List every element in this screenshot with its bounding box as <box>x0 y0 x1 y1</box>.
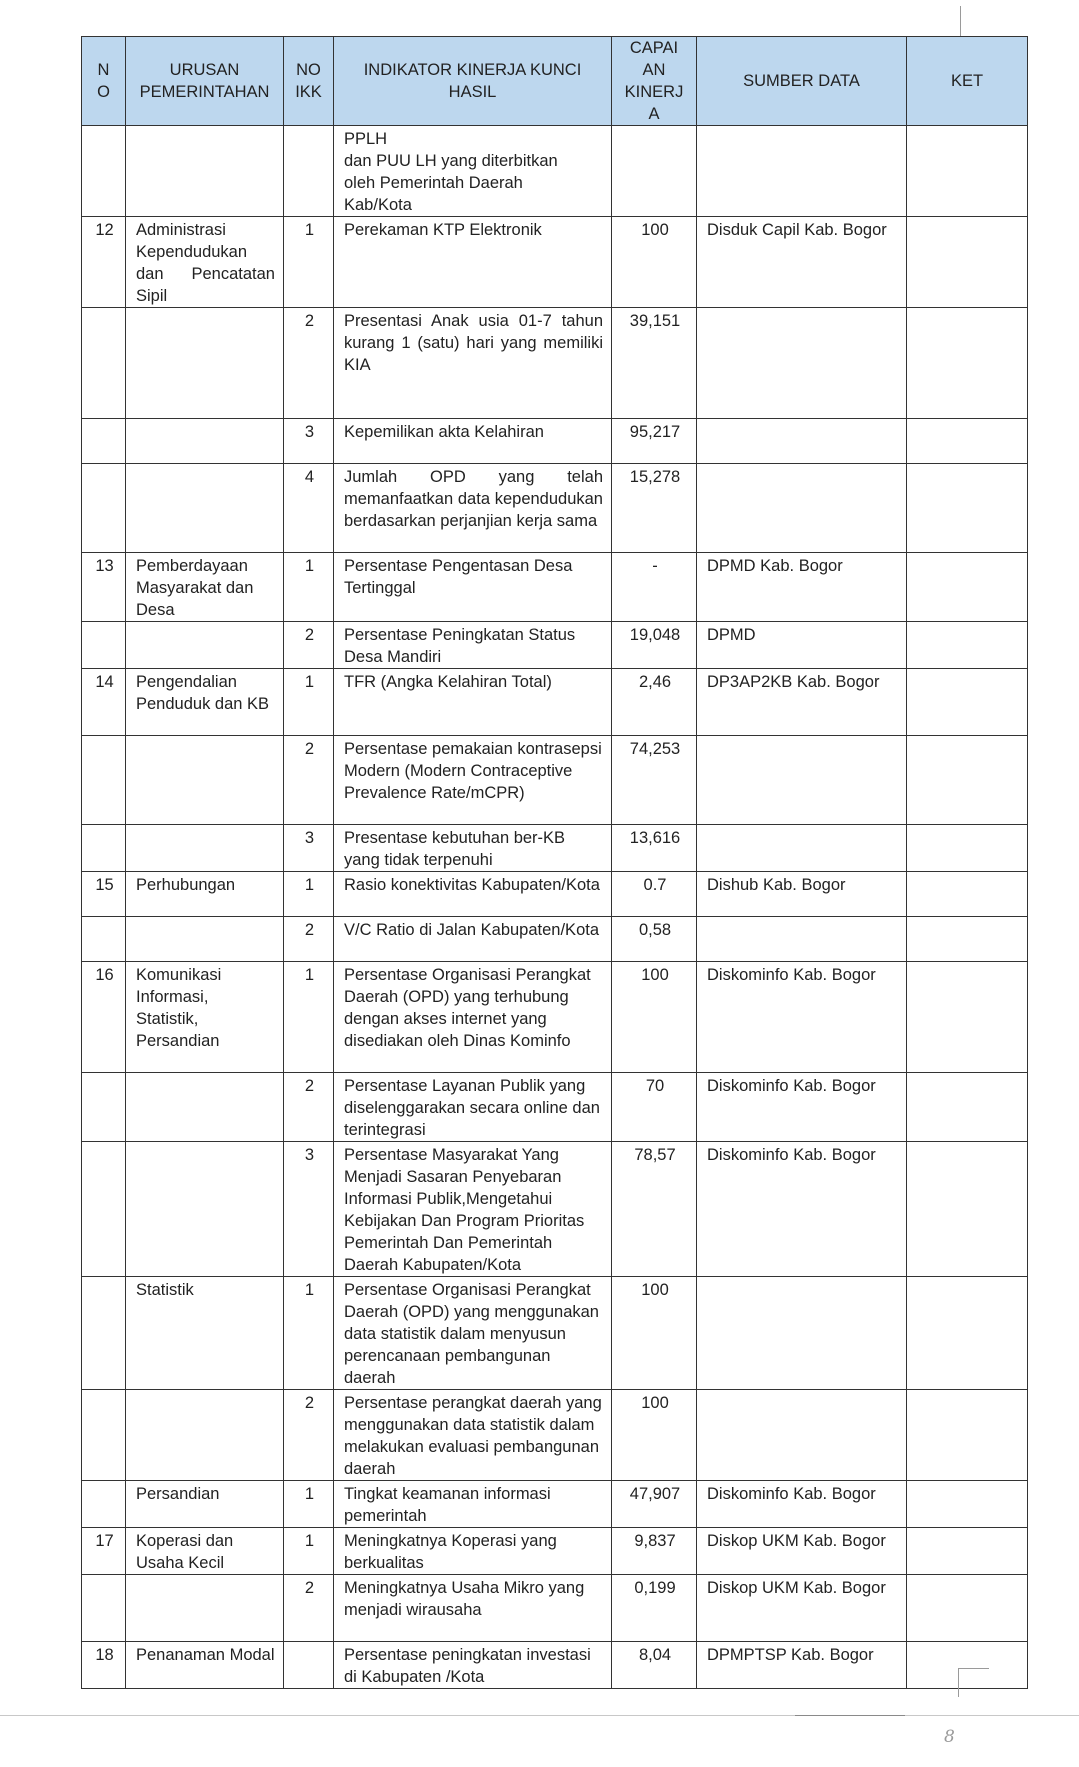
urusan-cell <box>126 1073 284 1142</box>
sumber-data-cell: Diskominfo Kab. Bogor <box>697 1073 907 1142</box>
no-ikk-cell: 3 <box>284 825 334 872</box>
row-no <box>82 1481 126 1528</box>
no-ikk-cell: 1 <box>284 669 334 736</box>
capaian-cell: 100 <box>612 962 697 1073</box>
row-no: 13 <box>82 553 126 622</box>
capaian-cell: 78,57 <box>612 1142 697 1277</box>
urusan-cell <box>126 308 284 419</box>
capaian-cell: 19,048 <box>612 622 697 669</box>
footer-rule-accent <box>795 1715 905 1716</box>
row-no <box>82 1142 126 1277</box>
sumber-data-cell: Dishub Kab. Bogor <box>697 872 907 917</box>
urusan-cell <box>126 622 284 669</box>
indikator-cell: Presentasi Anak usia 01-7 tahun kurang 1 (satu) hari yang memiliki KIA <box>334 308 612 419</box>
capaian-cell: 100 <box>612 217 697 308</box>
sumber-data-cell: DPMD Kab. Bogor <box>697 553 907 622</box>
header-indikator: INDIKATOR KINERJA KUNCI HASIL <box>334 37 612 126</box>
ket-cell <box>907 622 1028 669</box>
sumber-data-cell: Diskominfo Kab. Bogor <box>697 962 907 1073</box>
table-row <box>82 736 1028 825</box>
table-row <box>82 962 1028 1073</box>
table-row <box>82 669 1028 736</box>
indikator-cell: Persentase Layanan Publik yang diselenggarakan secara online dan terintegrasi <box>334 1073 612 1142</box>
ket-cell <box>907 1277 1028 1390</box>
urusan-cell <box>126 419 284 464</box>
no-ikk-cell: 2 <box>284 1390 334 1481</box>
row-no <box>82 419 126 464</box>
urusan-cell: Administrasi Kependudukan dan Pencatatan Sipil <box>126 217 284 308</box>
no-ikk-cell: 2 <box>284 1575 334 1642</box>
ket-cell <box>907 669 1028 736</box>
row-no <box>82 825 126 872</box>
row-no <box>82 1073 126 1142</box>
capaian-cell: 47,907 <box>612 1481 697 1528</box>
ket-cell <box>907 464 1028 553</box>
row-no <box>82 126 126 217</box>
no-ikk-cell: 1 <box>284 1481 334 1528</box>
indikator-cell: Jumlah OPD yang telah memanfaatkan data kependudukan berdasarkan perjanjian kerja sama <box>334 464 612 553</box>
urusan-cell: Pemberdayaan Masyarakat dan Desa <box>126 553 284 622</box>
indikator-cell: Tingkat keamanan informasi pemerintah <box>334 1481 612 1528</box>
urusan-cell <box>126 126 284 217</box>
table-row <box>82 1642 1028 1689</box>
table-row <box>82 217 1028 308</box>
sumber-data-cell <box>697 126 907 217</box>
ket-cell <box>907 217 1028 308</box>
ket-cell <box>907 736 1028 825</box>
row-no <box>82 1575 126 1642</box>
no-ikk-cell: 1 <box>284 1277 334 1390</box>
sumber-data-cell: Diskominfo Kab. Bogor <box>697 1481 907 1528</box>
indikator-cell: Persentase perangkat daerah yang menggunakan data statistik dalam melakukan evaluasi pembangunan daerah <box>334 1390 612 1481</box>
indikator-cell: V/C Ratio di Jalan Kabupaten/Kota <box>334 917 612 962</box>
capaian-cell: 39,151 <box>612 308 697 419</box>
row-no <box>82 622 126 669</box>
indikator-cell: Perekaman KTP Elektronik <box>334 217 612 308</box>
ket-cell <box>907 126 1028 217</box>
sumber-data-cell: Disduk Capil Kab. Bogor <box>697 217 907 308</box>
capaian-cell: 70 <box>612 1073 697 1142</box>
sumber-data-cell: Diskominfo Kab. Bogor <box>697 1142 907 1277</box>
table-row <box>82 419 1028 464</box>
table-row <box>82 1528 1028 1575</box>
table-row <box>82 622 1028 669</box>
capaian-cell <box>612 126 697 217</box>
sumber-data-cell: Diskop UKM Kab. Bogor <box>697 1575 907 1642</box>
ket-cell <box>907 1481 1028 1528</box>
indikator-cell: Meningkatnya Koperasi yang berkualitas <box>334 1528 612 1575</box>
ket-cell <box>907 962 1028 1073</box>
table-row <box>82 1481 1028 1528</box>
sumber-data-cell: DPMD <box>697 622 907 669</box>
no-ikk-cell <box>284 126 334 217</box>
ket-cell <box>907 1142 1028 1277</box>
capaian-cell: 9,837 <box>612 1528 697 1575</box>
ket-cell <box>907 872 1028 917</box>
sumber-data-cell <box>697 308 907 419</box>
capaian-cell: 15,278 <box>612 464 697 553</box>
row-no <box>82 464 126 553</box>
no-ikk-cell: 2 <box>284 1073 334 1142</box>
row-no <box>82 1277 126 1390</box>
no-ikk-cell: 2 <box>284 308 334 419</box>
indikator-cell: Rasio konektivitas Kabupaten/Kota <box>334 872 612 917</box>
sumber-data-cell <box>697 736 907 825</box>
indikator-cell: Persentase peningkatan investasi di Kabupaten /Kota <box>334 1642 612 1689</box>
row-no: 15 <box>82 872 126 917</box>
no-ikk-cell: 3 <box>284 419 334 464</box>
urusan-cell <box>126 917 284 962</box>
table-header-row <box>82 37 1028 126</box>
row-no <box>82 917 126 962</box>
sumber-data-cell: DPMPTSP Kab. Bogor <box>697 1642 907 1689</box>
table-row <box>82 917 1028 962</box>
table-row <box>82 464 1028 553</box>
capaian-cell: 2,46 <box>612 669 697 736</box>
ket-cell <box>907 553 1028 622</box>
indikator-cell: Kepemilikan akta Kelahiran <box>334 419 612 464</box>
urusan-cell <box>126 464 284 553</box>
urusan-cell: Persandian <box>126 1481 284 1528</box>
table-row <box>82 825 1028 872</box>
capaian-cell: 0.7 <box>612 872 697 917</box>
row-no: 18 <box>82 1642 126 1689</box>
no-ikk-cell: 3 <box>284 1142 334 1277</box>
capaian-cell: 0,58 <box>612 917 697 962</box>
no-ikk-cell: 2 <box>284 736 334 825</box>
ket-cell <box>907 419 1028 464</box>
no-ikk-cell: 2 <box>284 622 334 669</box>
row-no <box>82 1390 126 1481</box>
no-ikk-cell: 1 <box>284 217 334 308</box>
sumber-data-cell <box>697 1277 907 1390</box>
sumber-data-cell <box>697 419 907 464</box>
row-no <box>82 736 126 825</box>
header-no: N O <box>82 37 126 126</box>
ket-cell <box>907 308 1028 419</box>
urusan-cell: Koperasi dan Usaha Kecil <box>126 1528 284 1575</box>
no-ikk-cell: 1 <box>284 1528 334 1575</box>
table-row <box>82 1073 1028 1142</box>
capaian-cell: 95,217 <box>612 419 697 464</box>
header-no-ikk: NO IKK <box>284 37 334 126</box>
no-ikk-cell <box>284 1642 334 1689</box>
sumber-data-cell <box>697 917 907 962</box>
ket-cell <box>907 825 1028 872</box>
sumber-data-cell: Diskop UKM Kab. Bogor <box>697 1528 907 1575</box>
indikator-cell: Persentase Organisasi Perangkat Daerah (OPD) yang terhubung dengan akses internet yang disediakan oleh Dinas Kominfo <box>334 962 612 1073</box>
crop-mark-top <box>960 6 961 36</box>
no-ikk-cell: 1 <box>284 872 334 917</box>
indikator-cell: Persentase Pengentasan Desa Tertinggal <box>334 553 612 622</box>
table-row <box>82 1142 1028 1277</box>
no-ikk-cell: 2 <box>284 917 334 962</box>
capaian-cell: - <box>612 553 697 622</box>
ket-cell <box>907 1528 1028 1575</box>
urusan-cell: Perhubungan <box>126 872 284 917</box>
no-ikk-cell: 1 <box>284 962 334 1073</box>
capaian-cell: 100 <box>612 1390 697 1481</box>
table-row <box>82 1575 1028 1642</box>
indikator-cell: Meningkatnya Usaha Mikro yang menjadi wirausaha <box>334 1575 612 1642</box>
row-no: 12 <box>82 217 126 308</box>
ket-cell <box>907 1073 1028 1142</box>
footer-rule <box>0 1715 1079 1716</box>
table-row <box>82 308 1028 419</box>
indikator-cell: TFR (Angka Kelahiran Total) <box>334 669 612 736</box>
header-urusan: URUSAN PEMERINTAHAN <box>126 37 284 126</box>
indikator-cell: Presentase kebutuhan ber-KB yang tidak terpenuhi <box>334 825 612 872</box>
row-no: 17 <box>82 1528 126 1575</box>
sumber-data-cell <box>697 1390 907 1481</box>
indikator-cell: Persentase pemakaian kontrasepsi Modern (Modern Contraceptive Prevalence Rate/mCPR) <box>334 736 612 825</box>
table-row <box>82 1277 1028 1390</box>
capaian-cell: 0,199 <box>612 1575 697 1642</box>
capaian-cell: 8,04 <box>612 1642 697 1689</box>
row-no: 14 <box>82 669 126 736</box>
no-ikk-cell: 1 <box>284 553 334 622</box>
row-no <box>82 308 126 419</box>
urusan-cell <box>126 1575 284 1642</box>
indikator-cell: Persentase Organisasi Perangkat Daerah (OPD) yang menggunakan data statistik dalam menyusun perencanaan pembangunan daerah <box>334 1277 612 1390</box>
row-no: 16 <box>82 962 126 1073</box>
urusan-cell: Komunikasi Informasi, Statistik, Persandian <box>126 962 284 1073</box>
table-row <box>82 126 1028 217</box>
indikator-cell: Persentase Masyarakat Yang Menjadi Sasaran Penyebaran Informasi Publik,Mengetahui Kebijakan Dan Program Prioritas Pemerintah Dan Pemerintah Daerah Kabupaten/Kota <box>334 1142 612 1277</box>
urusan-cell: Penanaman Modal <box>126 1642 284 1689</box>
capaian-cell: 74,253 <box>612 736 697 825</box>
sumber-data-cell <box>697 825 907 872</box>
crop-mark-bottom <box>958 1668 989 1697</box>
urusan-cell: Pengendalian Penduduk dan KB <box>126 669 284 736</box>
no-ikk-cell: 4 <box>284 464 334 553</box>
sumber-data-cell: DP3AP2KB Kab. Bogor <box>697 669 907 736</box>
ket-cell <box>907 917 1028 962</box>
indikator-cell: Persentase Peningkatan Status Desa Mandiri <box>334 622 612 669</box>
header-ket: KET <box>907 37 1028 126</box>
ket-cell <box>907 1390 1028 1481</box>
table-row <box>82 1390 1028 1481</box>
capaian-cell: 13,616 <box>612 825 697 872</box>
header-capaian: CAPAI AN KINERJ A <box>612 37 697 126</box>
table-row <box>82 553 1028 622</box>
urusan-cell <box>126 825 284 872</box>
urusan-cell <box>126 736 284 825</box>
page-number: 8 <box>944 1727 955 1747</box>
urusan-cell <box>126 1142 284 1277</box>
urusan-cell <box>126 1390 284 1481</box>
indikator-cell: PPLH dan PUU LH yang diterbitkan oleh Pemerintah Daerah Kab/Kota <box>334 126 612 217</box>
table-row <box>82 872 1028 917</box>
capaian-cell: 100 <box>612 1277 697 1390</box>
ket-cell <box>907 1575 1028 1642</box>
sumber-data-cell <box>697 464 907 553</box>
urusan-cell: Statistik <box>126 1277 284 1390</box>
ikk-table <box>81 36 1028 1689</box>
header-sumber-data: SUMBER DATA <box>697 37 907 126</box>
